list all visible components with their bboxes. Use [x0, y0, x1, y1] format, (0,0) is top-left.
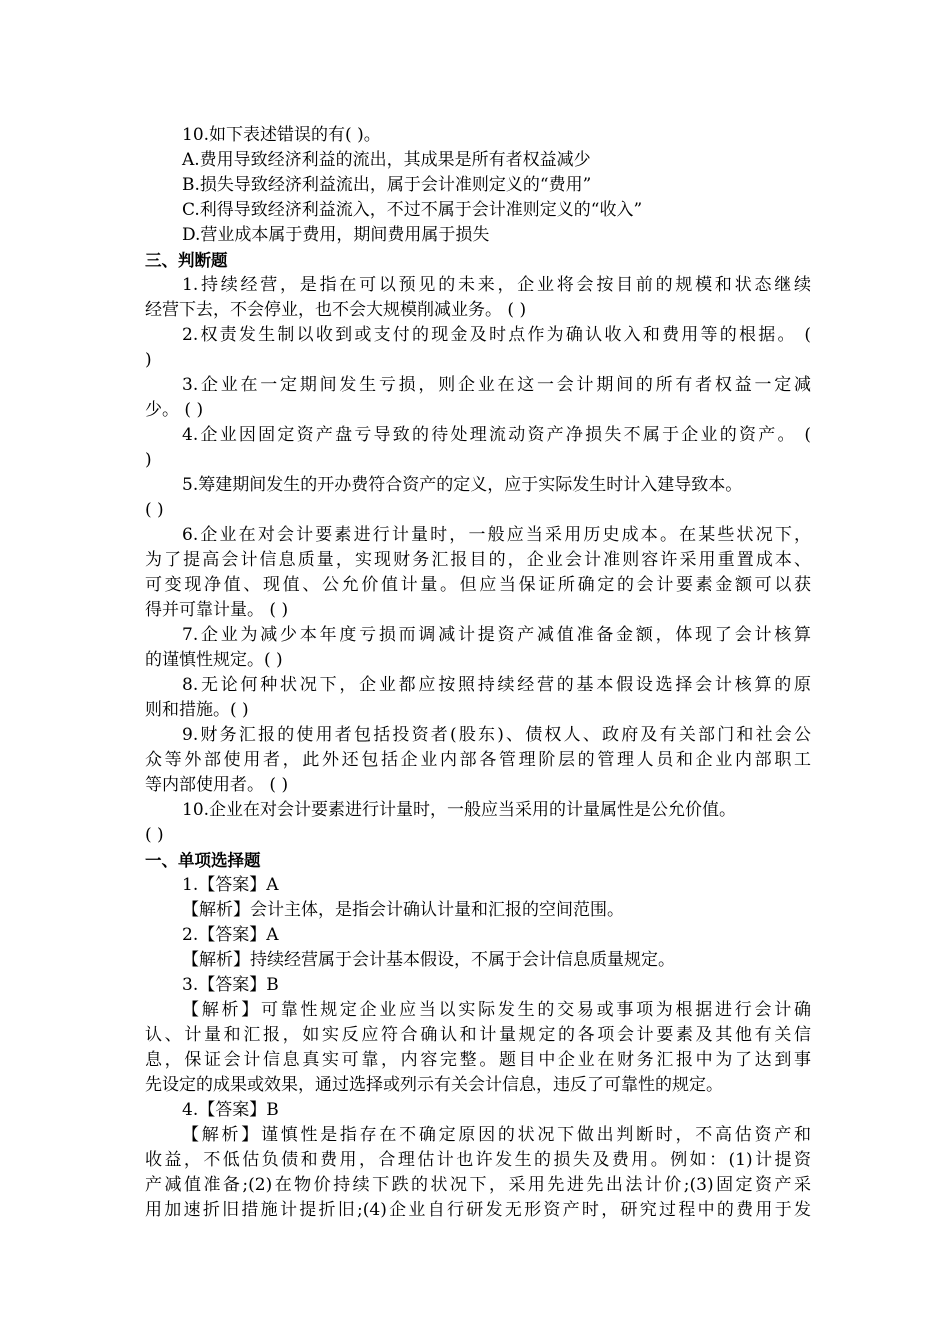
tf-item-7-line-2: 的谨慎性规定。( )	[145, 650, 283, 670]
answer-2: 2.【答案】A	[182, 925, 279, 945]
tf-item-7-line-1: 7.企业为减少本年度亏损而调减计提资产减值准备金额，体现了会计核算	[182, 625, 811, 645]
answer-1: 1.【答案】A	[182, 875, 279, 895]
tf-item-5-line-1: 5.筹建期间发生的开办费符合资产的定义，应于实际发生时计入建导致本。	[182, 475, 743, 495]
explanation-3-line-4: 先设定的成果或效果，通过选择或列示有关会计信息，违反了可靠性的规定。	[145, 1075, 723, 1095]
question-10-option-d: D.营业成本属于费用，期间费用属于损失	[182, 225, 490, 245]
tf-item-4-line-1: 4.企业因固定资产盘亏导致的待处理流动资产净损失不属于企业的资产。 (	[182, 425, 811, 445]
explanation-3-line-3: 息，保证会计信息真实可靠，内容完整。题目中企业在财务汇报中为了达到事	[145, 1050, 811, 1070]
tf-item-6-line-3: 可变现净值、现值、公允价值计量。但应当保证所确定的会计要素金额可以获	[145, 575, 811, 595]
tf-item-2-line-1: 2.权责发生制以收到或支付的现金及时点作为确认收入和费用等的根据。 (	[182, 325, 811, 345]
section-title-single-choice: 一、单项选择题	[145, 851, 261, 870]
explanation-4-line-1: 【解析】谨慎性是指存在不确定原因的状况下做出判断时，不高估资产和	[182, 1125, 811, 1145]
question-10-option-b: B.损失导致经济利益流出，属于会计准则定义的“费用”	[182, 175, 592, 195]
explanation-4-line-2: 收益，不低估负债和费用，合理估计也许发生的损失及费用。例如：(1)计提资	[145, 1150, 811, 1170]
tf-item-3-line-2: 少。 ( )	[145, 400, 204, 420]
section-title-true-false: 三、判断题	[145, 251, 228, 270]
explanation-3-line-2: 认、计量和汇报，如实反应符合确认和计量规定的各项会计要素及其他有关信	[145, 1025, 811, 1045]
answer-3: 3.【答案】B	[182, 975, 279, 995]
tf-item-6-line-1: 6.企业在对会计要素进行计量时，一般应当采用历史成本。在某些状况下，	[182, 525, 811, 545]
tf-item-9-line-2: 众等外部使用者，此外还包括企业内部各管理阶层的管理人员和企业内部职工	[145, 750, 811, 770]
tf-item-8-line-1: 8.无论何种状况下，企业都应按照持续经营的基本假设选择会计核算的原	[182, 675, 811, 695]
tf-item-9-line-1: 9.财务汇报的使用者包括投资者(股东)、债权人、政府及有关部门和社会公	[182, 725, 811, 745]
tf-item-6-line-4: 得并可靠计量。 ( )	[145, 600, 289, 620]
explanation-1: 【解析】会计主体，是指会计确认计量和汇报的空间范围。	[182, 900, 624, 920]
document-body	[145, 123, 811, 1223]
question-10-stem: 10.如下表述错误的有( )。	[182, 125, 381, 145]
question-10-option-a: A.费用导致经济利益的流出，其成果是所有者权益减少	[182, 150, 591, 170]
tf-item-3-line-1: 3.企业在一定期间发生亏损，则企业在这一会计期间的所有者权益一定减	[182, 375, 811, 395]
explanation-4-line-4: 用加速折旧措施计提折旧;(4)企业自行研发无形资产时，研究过程中的费用于发	[145, 1200, 811, 1220]
tf-item-9-line-3: 等内部使用者。 ( )	[145, 775, 289, 795]
explanation-2: 【解析】持续经营属于会计基本假设，不属于会计信息质量规定。	[182, 950, 675, 970]
tf-item-5-line-2: ( )	[145, 500, 164, 520]
tf-item-10-line-1: 10.企业在对会计要素进行计量时，一般应当采用的计量属性是公允价值。	[182, 800, 737, 820]
tf-item-4-line-2: )	[145, 450, 152, 470]
question-10-option-c: C.利得导致经济利益流入，不过不属于会计准则定义的“收入”	[182, 200, 643, 220]
tf-item-1-line-2: 经营下去，不会停业，也不会大规模削减业务。 ( )	[145, 300, 527, 320]
tf-item-6-line-2: 为了提高会计信息质量，实现财务汇报目的，企业会计准则容许采用重置成本、	[145, 550, 811, 570]
tf-item-8-line-2: 则和措施。( )	[145, 700, 249, 720]
explanation-4-line-3: 产减值准备;(2)在物价持续下跌的状况下，采用先进先出法计价;(3)固定资产采	[145, 1175, 811, 1195]
tf-item-1-line-1: 1.持续经营，是指在可以预见的未来，企业将会按目前的规模和状态继续	[182, 275, 811, 295]
answer-4: 4.【答案】B	[182, 1100, 279, 1120]
tf-item-10-line-2: ( )	[145, 825, 164, 845]
explanation-3-line-1: 【解析】可靠性规定企业应当以实际发生的交易或事项为根据进行会计确	[182, 1000, 811, 1020]
tf-item-2-line-2: )	[145, 350, 152, 370]
